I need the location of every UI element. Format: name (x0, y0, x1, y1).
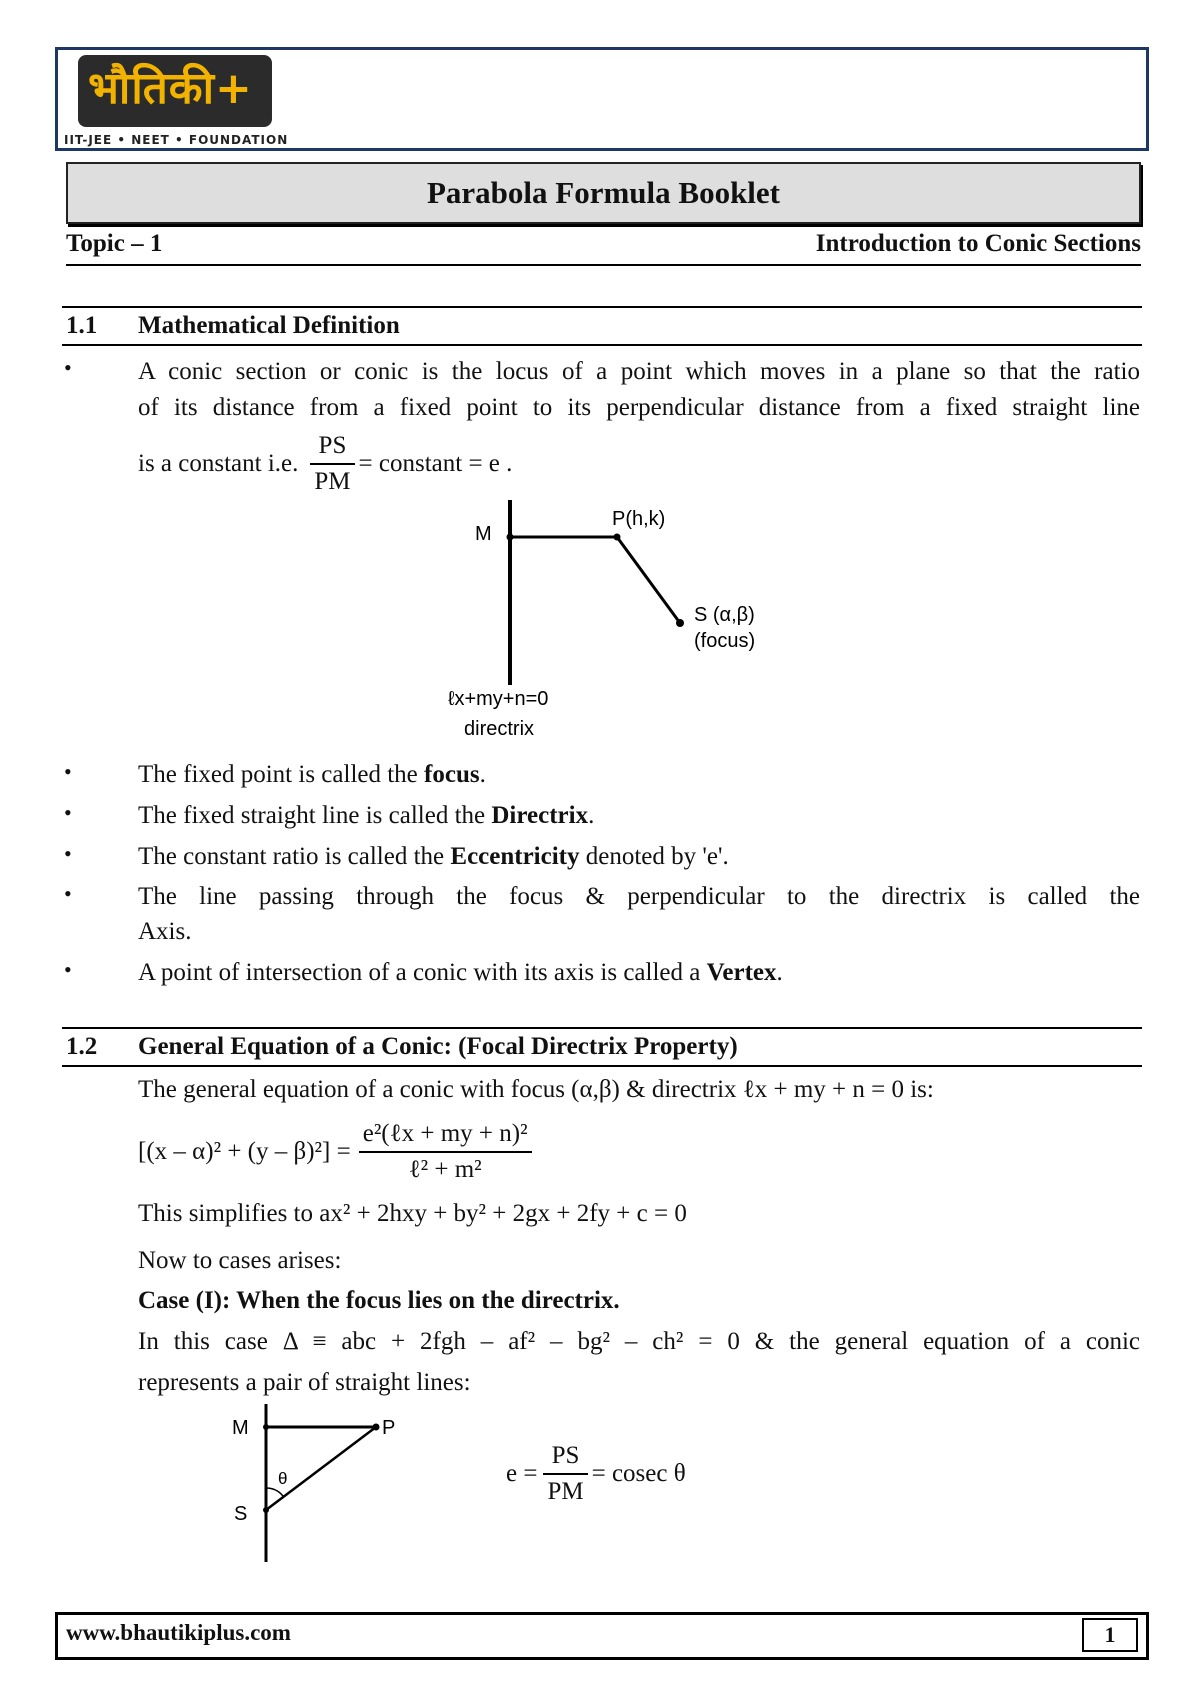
bullet-term: Eccentricity (450, 843, 580, 870)
focus-on-directrix-diagram (220, 1400, 420, 1565)
fraction-denominator: PM (314, 468, 351, 495)
section-title: General Equation of a Conic: (Focal Directrix Property) (138, 1033, 738, 1060)
angle-arc (266, 1488, 283, 1496)
label-p: P(h,k) (612, 508, 666, 530)
bullet-icon: • (64, 957, 72, 982)
case-1-line-1: In this case Δ ≡ abc + 2fgh – af² – bg² – ch² = 0 & the general equation of a conic (138, 1328, 1140, 1355)
bullet-term: focus (424, 761, 480, 788)
equation-denominator: ℓ² + m² (408, 1156, 482, 1183)
definition-line-1: A conic section or conic is the locus of a point which moves in a plane so that the ratio (138, 358, 1140, 385)
brand-logo (78, 55, 272, 127)
footer-website-link[interactable]: www.bhautikiplus.com (66, 1620, 291, 1645)
bullet-text: A point of intersection of a conic with its axis is called a (138, 959, 707, 986)
definition-line-2: of its distance from a fixed point to its perpendicular distance from a fixed straight line (138, 394, 1140, 421)
case-1-heading: Case (I): When the focus lies on the directrix. (138, 1287, 620, 1314)
equation-lhs: [(x – α)² + (y – β)²] = (138, 1138, 351, 1165)
point-p (614, 534, 621, 541)
bullet-text-end: . (479, 761, 486, 788)
bullet-icon: • (64, 800, 72, 825)
bullet-term: Directrix (491, 802, 589, 829)
bullet-text: The fixed straight line is called the (138, 802, 492, 829)
point-m (507, 534, 514, 541)
equation-fraction (359, 1117, 532, 1187)
point-p (373, 1424, 380, 1431)
definition-line-3 (138, 428, 512, 500)
bullet-term: Vertex (706, 959, 777, 986)
topic-number: Topic – 1 (66, 230, 163, 257)
segment-ps (617, 537, 680, 623)
bullet-axis-continued: Axis. (138, 918, 192, 945)
section-number: 1.1 (66, 312, 98, 339)
cases-line: Now to cases arises: (138, 1247, 342, 1274)
label-theta: θ (278, 1469, 288, 1488)
general-equation-intro: The general equation of a conic with focus (α,β) & directrix ℓx + my + n = 0 is: (138, 1076, 934, 1103)
bullet-text-end: . (588, 802, 595, 829)
eccentricity-lhs: e = (506, 1460, 538, 1487)
eccentricity-rhs: = cosec θ (591, 1460, 686, 1487)
label-m: M (232, 1417, 249, 1439)
eccentricity-denominator: PM (547, 1478, 584, 1505)
definition-suffix: = constant = e . (358, 450, 513, 477)
bullet-directrix (138, 798, 594, 834)
bullet-text: The fixed point is called the (138, 761, 425, 788)
section-title: Mathematical Definition (138, 312, 400, 339)
bullet-text: The constant ratio is called the (138, 843, 451, 870)
section-2-heading (62, 1027, 1142, 1067)
bullet-icon: • (64, 881, 72, 906)
eccentricity-numerator: PS (543, 1439, 587, 1475)
bullet-icon: • (64, 355, 72, 380)
fraction-numerator: PS (310, 429, 354, 465)
simplified-equation: This simplifies to ax² + 2hxy + by² + 2gx + 2fy + c = 0 (138, 1200, 687, 1227)
eccentricity-equation (506, 1436, 686, 1512)
conic-definition-diagram (420, 495, 780, 750)
point-s (263, 1507, 269, 1513)
bullet-text-end: . (776, 959, 783, 986)
logo-text: भौतिकी+ (88, 63, 253, 114)
case-1-line-2: represents a pair of straight lines: (138, 1369, 471, 1396)
bullet-icon: • (64, 759, 72, 784)
topic-row (66, 228, 1141, 266)
label-directrix-equation: ℓx+my+n=0 (448, 688, 549, 710)
equation-numerator: e²(ℓx + my + n)² (359, 1117, 532, 1153)
bullet-focus (138, 757, 486, 793)
bullet-vertex (138, 955, 783, 991)
label-focus: (focus) (694, 630, 756, 652)
label-s: S (α,β) (694, 604, 755, 626)
eccentricity-fraction (543, 1439, 587, 1509)
label-m: M (475, 523, 492, 545)
ratio-fraction (310, 429, 354, 499)
page-title: Parabola Formula Booklet (426, 175, 781, 210)
bullet-icon: • (64, 841, 72, 866)
bullet-axis: The line passing through the focus & perpendicular to the directrix is called the (138, 883, 1140, 910)
label-p: P (382, 1417, 396, 1439)
label-directrix: directrix (464, 718, 535, 740)
point-m (263, 1424, 269, 1430)
label-s: S (234, 1503, 248, 1525)
general-equation (138, 1114, 532, 1190)
topic-title: Introduction to Conic Sections (815, 230, 1141, 257)
title-banner (66, 162, 1141, 224)
page-number: 1 (1082, 1618, 1138, 1652)
point-s (676, 619, 684, 627)
section-number: 1.2 (66, 1033, 98, 1060)
bullet-text-end: denoted by 'e'. (579, 843, 729, 870)
definition-prefix: is a constant i.e. (138, 450, 299, 477)
logo-tagline: IIT-JEE • NEET • FOUNDATION (64, 133, 289, 147)
section-1-heading (62, 306, 1142, 346)
bullet-eccentricity (138, 839, 729, 875)
